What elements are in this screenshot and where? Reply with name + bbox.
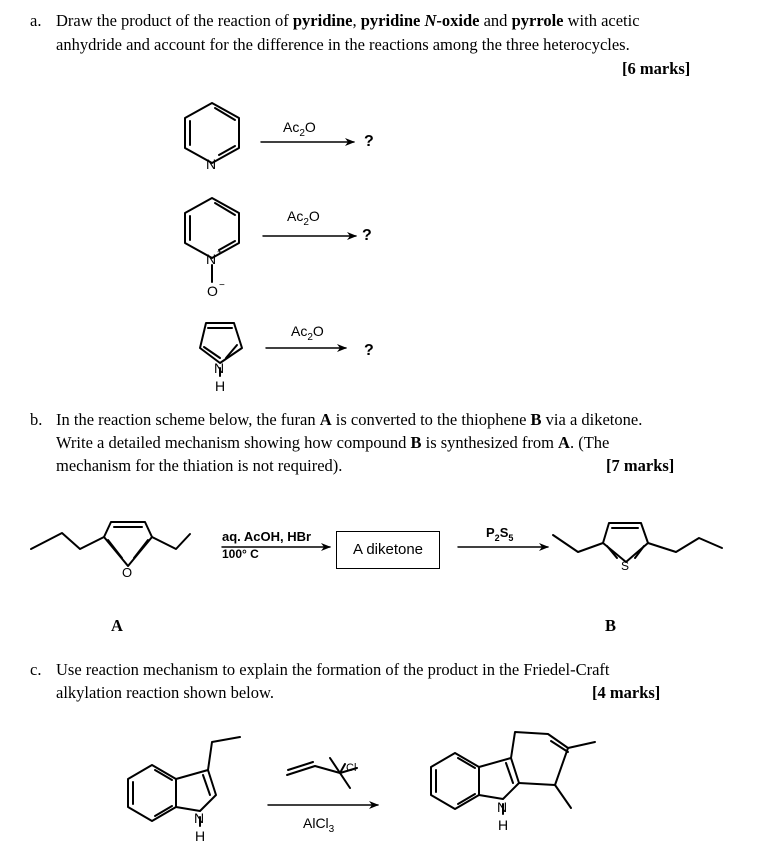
product-unknown-2: ? [362,227,372,244]
indole-structure [128,737,240,826]
question-c-marks: [4 marks] [592,683,661,702]
thiophene-s-atom: S [621,559,630,573]
n-oxide-plus-charge: + [217,247,223,257]
indole-h-atom: H [195,828,206,844]
compound-label-a: A [111,616,123,635]
qa-and: and [479,11,512,30]
question-b-label: b. [30,410,43,429]
question-c-line2: alkylation reaction shown below. [56,683,274,702]
pyrrole-n-atom: N [214,360,225,376]
reagent-alcl3: AlCl$_3$ [303,815,335,835]
product-unknown-1: ? [364,133,374,150]
n-oxide-n-atom: N [206,251,217,267]
qb-compound-a: A [319,410,332,429]
question-a-label: a. [30,11,42,30]
question-b-line3: mechanism for the thiation is not required). [56,456,343,475]
carbazole-n-atom: N [497,799,508,815]
question-b-marks: [7 marks] [606,456,675,475]
pyridine-n-oxide-structure [185,198,239,282]
question-c-label: c. [30,660,42,679]
product-unknown-3: ? [364,342,374,359]
n-oxide-o-atom: O [207,283,218,299]
qa-comma: , [352,11,361,30]
qa-pyrrole: pyrrole [511,11,564,30]
qb-compound-b: B [530,410,542,429]
question-b-line2: Write a detailed mechanism showing how compound B is synthesized from A. (The [56,433,610,452]
qa-pyridine: pyridine [292,11,353,30]
reagent-temperature: 100° C [222,547,259,561]
diketone-box: A diketone [336,531,440,569]
reagent-p2s5: $P_2S_5$ [486,525,514,543]
reagent-ac2o-2: $Ac_2O$ [287,208,320,228]
furan-a-structure [31,522,190,566]
compound-label-b: B [605,616,617,635]
n-oxide-minus-charge: − [219,280,225,291]
qa-text: Draw the product of the reaction of [56,11,293,30]
reagent-ac2o-3: $Ac_2O$ [291,323,324,343]
carbazole-product-structure [431,732,595,814]
reagent-acoh-hbr: aq. AcOH, HBr [222,529,312,544]
thiophene-b-structure [553,523,722,562]
qa-text-end: with acetic [563,11,640,30]
carbazole-h-atom: H [498,817,509,833]
question-a-marks: [6 marks] [622,59,691,78]
pyrrole-h-atom: H [215,378,226,394]
reagent-ac2o-1: $Ac_2O$ [283,119,316,139]
question-a-line2: anhydride and account for the difference in the reactions among the three heterocycles. [56,35,630,54]
chloride-cl-atom: Cl [346,762,357,774]
qa-pyridine-n-oxide: pyridine N-oxide [360,11,480,30]
question-b-line1: In the reaction scheme below, the furan A is converted to the thiophene B via a diketone. [56,410,643,429]
pyridine-n-atom: N [206,156,217,172]
indole-n-atom: N [194,810,205,826]
question-c-line1: Use reaction mechanism to explain the formation of the product in the Friedel-Craft [56,660,610,679]
furan-o-atom: O [122,565,133,580]
pyridine-structure [185,103,239,163]
